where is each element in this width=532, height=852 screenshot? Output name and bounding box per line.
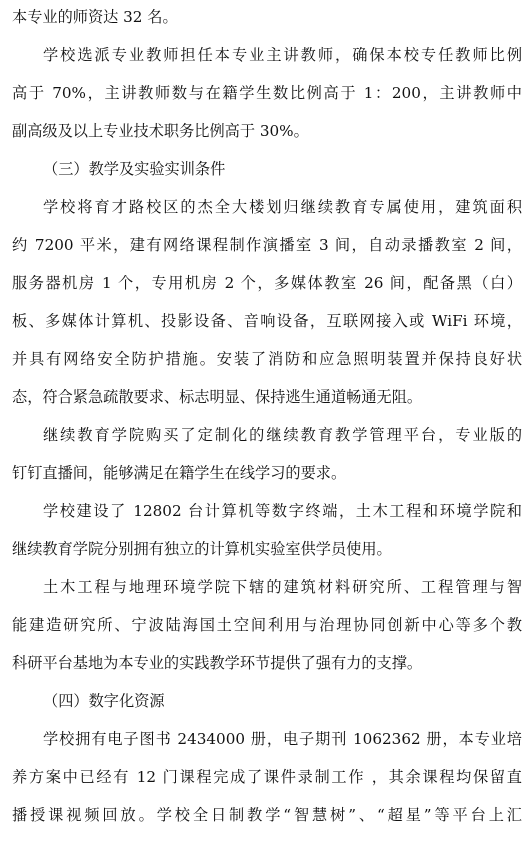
section-heading: （三）教学及实验实训条件 xyxy=(43,160,226,178)
text-line: 科研平台基地为本专业的实践教学环节提供了强有力的支撑。 xyxy=(12,654,423,672)
paragraph-start-line: 土木工程与地理环境学院下辖的建筑材料研究所、工程管理与智 xyxy=(43,578,522,596)
text-line: 副高级及以上专业技术职务比例高于 30%。 xyxy=(12,122,309,140)
text-line: 高于 70%，主讲教师数与在籍学生数比例高于 1：200，主讲教师中 xyxy=(12,84,522,102)
text-line: 态，符合紧急疏散要求、标志明显、保持逃生通道畅通无阻。 xyxy=(12,388,423,406)
text-line: 并具有网络安全防护措施。安装了消防和应急照明装置并保持良好状 xyxy=(12,350,522,368)
text-line: 服务器机房 1 个，专用机房 2 个，多媒体教室 26 间，配备黑（白） xyxy=(12,274,522,292)
text-line: 继续教育学院分别拥有独立的计算机实验室供学员使用。 xyxy=(12,540,392,558)
section-heading: （四）数字化资源 xyxy=(43,692,165,710)
paragraph-start-line: 学校建设了 12802 台计算机等数字终端，土木工程和环境学院和 xyxy=(43,502,522,520)
text-line: 播授课视频回放。学校全日制教学“智慧树”、“超星”等平台上汇 xyxy=(12,806,522,824)
text-line: 钉钉直播间，能够满足在籍学生在线学习的要求。 xyxy=(12,464,347,482)
paragraph-start-line: 学校将育才路校区的杰全大楼划归继续教育专属使用，建筑面积 xyxy=(43,198,522,216)
paragraph-start-line: 学校选派专业教师担任本专业主讲教师，确保本校专任教师比例 xyxy=(43,46,522,64)
text-line: 本专业的师资达 32 名。 xyxy=(12,8,178,26)
paragraph-start-line: 学校拥有电子图书 2434000 册，电子期刊 1062362 册，本专业培 xyxy=(43,730,522,748)
paragraph-start-line: 继续教育学院购买了定制化的继续教育教学管理平台，专业版的 xyxy=(43,426,522,444)
text-line: 板、多媒体计算机、投影设备、音响设备，互联网接入或 WiFi 环境， xyxy=(12,312,522,330)
text-line: 约 7200 平米，建有网络课程制作演播室 3 间，自动录播教室 2 间， xyxy=(12,236,522,254)
text-line: 养方案中已经有 12 门课程完成了课件录制工作 ，其余课程均保留直 xyxy=(12,768,522,786)
text-line: 能建造研究所、宁波陆海国土空间利用与治理协同创新中心等多个教 xyxy=(12,616,522,634)
